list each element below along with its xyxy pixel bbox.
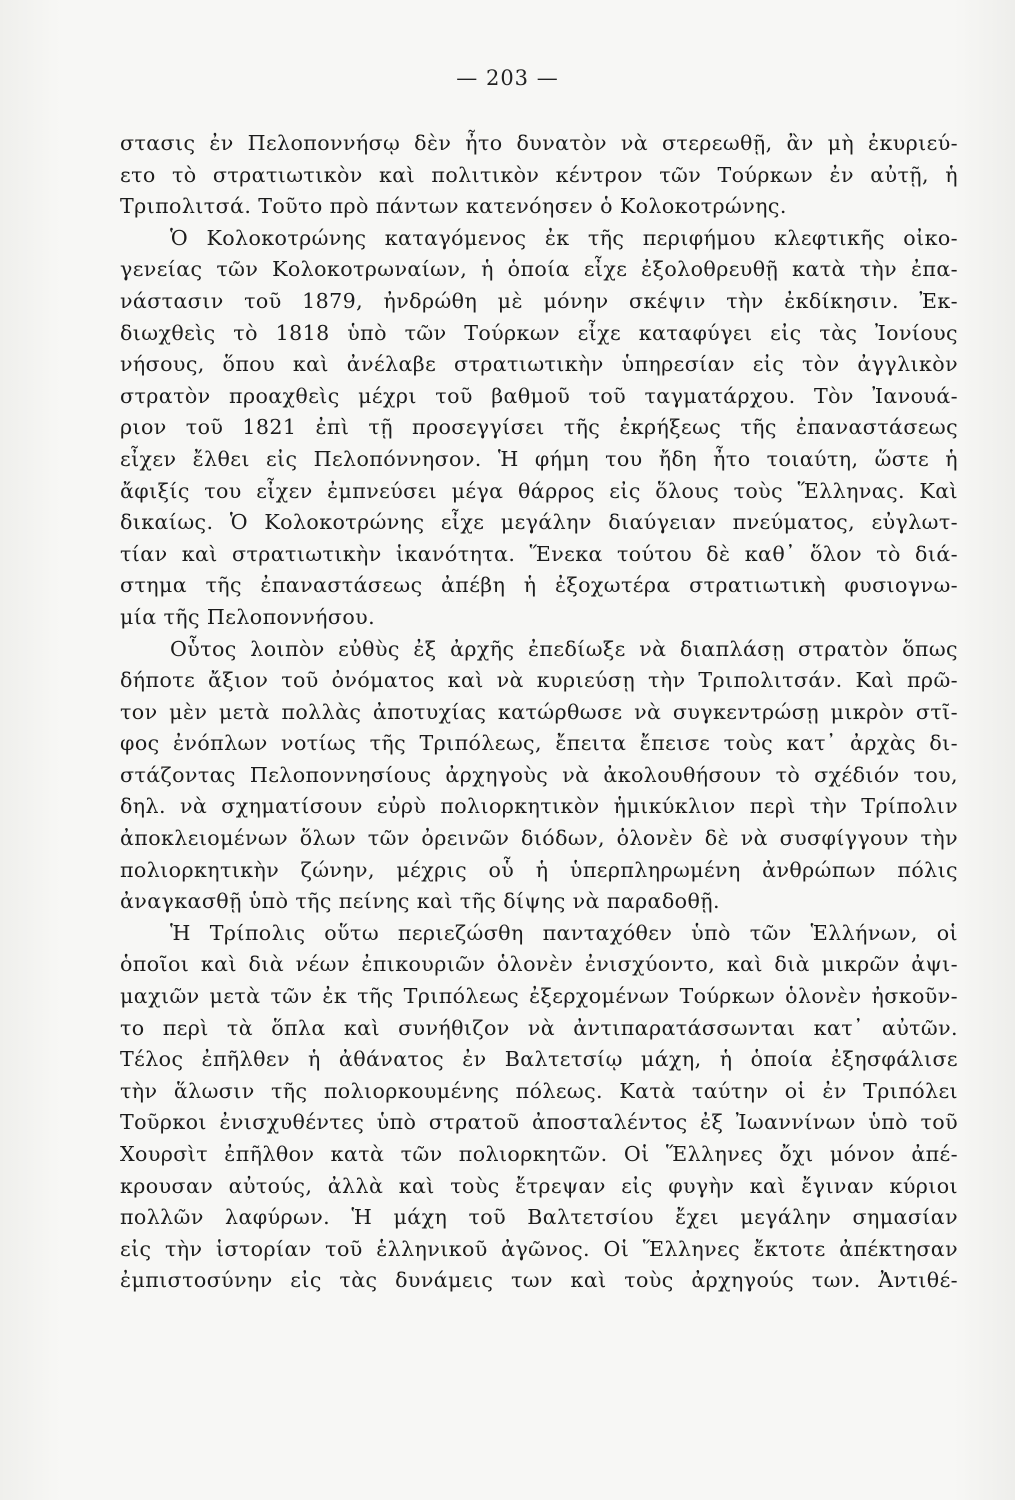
text-line: ὁποῖοι καὶ διὰ νέων ἐπικουριῶν ὁλονὲν ἐνισχύοντο, καὶ διὰ μικρῶν ἀψι- bbox=[120, 952, 958, 977]
text-line: μία τῆς Πελοποννήσου. bbox=[120, 604, 376, 629]
text-line: φος ἐνόπλων νοτίως τῆς Τριπόλεως, ἔπειτα ἔπεισε τοὺς κατ᾽ ἀρχὰς δι- bbox=[120, 731, 958, 756]
text-line: ριον τοῦ 1821 ἐπὶ τῇ προσεγγίσει τῆς ἐκρήξεως τῆς ἐπαναστάσεως bbox=[120, 415, 958, 440]
text-line: ἄφιξίς του εἶχεν ἐμπνεύσει μέγα θάρρος εἰς ὅλους τοὺς Ἕλληνας. Καὶ bbox=[120, 478, 958, 503]
text-line: δικαίως. Ὁ Κολοκοτρώνης εἶχε μεγάλην διαύγειαν πνεύματος, εὐγλωτ- bbox=[120, 510, 958, 535]
text-line: διωχθεὶς τὸ 1818 ὑπὸ τῶν Τούρκων εἶχε καταφύγει εἰς τὰς Ἰονίους bbox=[120, 320, 958, 345]
text-line: κρουσαν αὐτούς, ἀλλὰ καὶ τοὺς ἔτρεψαν εἰς φυγὴν καὶ ἔγιναν κύριοι bbox=[120, 1173, 958, 1198]
paragraph-4 bbox=[120, 918, 958, 1297]
text-line: δηλ. νὰ σχηματίσουν εὐρὺ πολιορκητικὸν ἡμικύκλιον περὶ τὴν Τρίπολιν bbox=[120, 794, 958, 819]
page-number: — 203 — bbox=[456, 66, 559, 90]
text-line: ἀποκλειομένων ὅλων τῶν ὀρεινῶν διόδων, ὁλονὲν δὲ νὰ συσφίγγουν τὴν bbox=[120, 826, 958, 851]
text-line: νήσους, ὅπου καὶ ἀνέλαβε στρατιωτικὴν ὑπηρεσίαν εἰς τὸν ἀγγλικὸν bbox=[120, 352, 958, 377]
text-line: γενείας τῶν Κολοκοτρωναίων, ἡ ὁποία εἶχε ἐξολοθρευθῇ κατὰ τὴν ἐπα- bbox=[120, 257, 958, 282]
text-line: το περὶ τὰ ὅπλα καὶ συνήθιζον νὰ ἀντιπαρατάσσωνται κατ᾽ αὐτῶν. bbox=[120, 1015, 958, 1040]
paragraph-1 bbox=[120, 128, 958, 223]
text-line: Οὗτος λοιπὸν εὐθὺς ἐξ ἀρχῆς ἐπεδίωξε νὰ διαπλάσῃ στρατὸν ὅπως bbox=[170, 636, 958, 661]
text-line: τὴν ἅλωσιν τῆς πολιορκουμένης πόλεως. Κατὰ ταύτην οἱ ἐν Τριπόλει bbox=[120, 1078, 958, 1103]
text-line: τον μὲν μετὰ πολλὰς ἀποτυχίας κατώρθωσε νὰ συγκεντρώσῃ μικρὸν στῖ- bbox=[120, 699, 958, 724]
text-line: ἀναγκασθῇ ὑπὸ τῆς πείνης καὶ τῆς δίψης νὰ παραδοθῇ. bbox=[120, 889, 720, 914]
text-line: στάζοντας Πελοποννησίους ἀρχηγοὺς νὰ ἀκολουθήσουν τὸ σχέδιόν του, bbox=[120, 762, 958, 787]
text-line: εἰς τὴν ἱστορίαν τοῦ ἑλληνικοῦ ἀγῶνος. Οἱ Ἕλληνες ἔκτοτε ἀπέκτησαν bbox=[120, 1236, 958, 1261]
text-line: τίαν καὶ στρατιωτικὴν ἱκανότητα. Ἕνεκα τούτου δὲ καθ᾽ ὅλον τὸ διά- bbox=[120, 541, 958, 566]
body-text bbox=[120, 128, 958, 1297]
text-line: ετο τὸ στρατιωτικὸν καὶ πολιτικὸν κέντρον τῶν Τούρκων ἐν αὐτῇ, ἡ bbox=[120, 162, 958, 187]
text-line: Ἡ Τρίπολις οὕτω περιεζώσθη πανταχόθεν ὑπὸ τῶν Ἑλλήνων, οἱ bbox=[170, 920, 958, 945]
text-line: Τέλος ἐπῆλθεν ἡ ἀθάνατος ἐν Βαλτετσίῳ μάχη, ἡ ὁποία ἐξησφάλισε bbox=[120, 1047, 958, 1072]
text-line: Χουρσὶτ ἐπῆλθον κατὰ τῶν πολιορκητῶν. Οἱ Ἕλληνες ὄχι μόνον ἀπέ- bbox=[120, 1142, 958, 1166]
text-line: πολιορκητικὴν ζώνην, μέχρις οὗ ἡ ὑπερπληρωμένη ἀνθρώπων πόλις bbox=[120, 857, 958, 882]
text-line: Ὁ Κολοκοτρώνης καταγόμενος ἐκ τῆς περιφήμου κλεφτικῆς οἰκο- bbox=[170, 225, 958, 250]
text-line: στημα τῆς ἐπαναστάσεως ἀπέβη ἡ ἐξοχωτέρα στρατιωτικὴ φυσιογνω- bbox=[120, 573, 958, 598]
paragraph-2 bbox=[120, 223, 958, 634]
text-line: εἶχεν ἔλθει εἰς Πελοπόννησον. Ἡ φήμη του ἤδη ἦτο τοιαύτη, ὥστε ἡ bbox=[120, 446, 958, 471]
text-line: πολλῶν λαφύρων. Ἡ μάχη τοῦ Βαλτετσίου ἔχει μεγάλην σημασίαν bbox=[120, 1205, 958, 1230]
text-line: στρατὸν προαχθεὶς μέχρι τοῦ βαθμοῦ τοῦ ταγματάρχου. Τὸν Ἰανουά- bbox=[120, 383, 958, 408]
text-line: στασις ἐν Πελοποννήσῳ δὲν ἦτο δυνατὸν νὰ στερεωθῇ, ἂν μὴ ἐκυριεύ- bbox=[120, 131, 958, 155]
paragraph-3 bbox=[120, 634, 958, 918]
text-line: νάστασιν τοῦ 1879, ἠνδρώθη μὲ μόνην σκέψιν τὴν ἐκδίκησιν. Ἐκ- bbox=[120, 288, 958, 313]
text-line: Τριπολιτσά. Τοῦτο πρὸ πάντων κατενόησεν ὁ Κολοκοτρώνης. bbox=[120, 194, 787, 219]
text-line: δήποτε ἄξιον τοῦ ὀνόματος καὶ νὰ κυριεύσῃ τὴν Τριπολιτσάν. Καὶ πρῶ- bbox=[120, 668, 958, 693]
text-line: Τοῦρκοι ἐνισχυθέντες ὑπὸ στρατοῦ ἀποσταλέντος ἐξ Ἰωαννίνων ὑπὸ τοῦ bbox=[120, 1110, 958, 1135]
text-line: μαχιῶν μετὰ τῶν ἐκ τῆς Τριπόλεως ἐξερχομένων Τούρκων ὁλονὲν ἠσκοῦν- bbox=[120, 984, 958, 1009]
text-line: ἐμπιστοσύνην εἰς τὰς δυνάμεις των καὶ τοὺς ἀρχηγούς των. Ἀντιθέ- bbox=[120, 1268, 958, 1293]
